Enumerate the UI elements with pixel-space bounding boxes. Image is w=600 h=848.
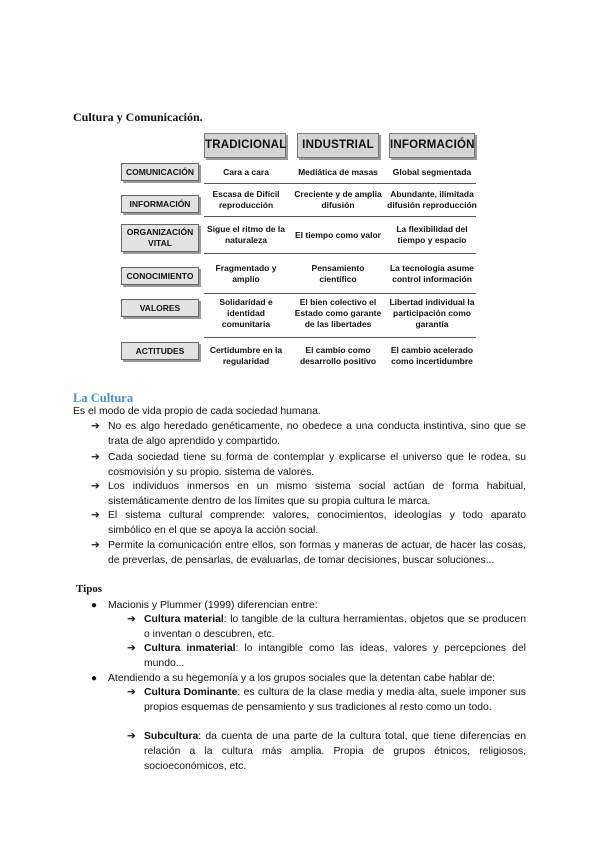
divider (204, 216, 476, 217)
table-cell: El cambio como desarrollo positivo (299, 345, 377, 366)
term-description: : es cultura de la clase media y media alta, suele imponer sus propios esquemas de pensamiento y sus tradiciones al resto como un todo. (144, 687, 526, 713)
header-informacion: INFORMACIÓN (389, 133, 475, 158)
term: Subcultura (144, 731, 199, 742)
tipos-heading: Tipos (76, 583, 103, 595)
list-item: Cada sociedad tiene su forma de contemplar y explicarse el universo que le rodea, su cosmovisión y su propio. sistema de valores. (108, 452, 526, 478)
arrow-icon: ➔ (127, 731, 136, 742)
header-industrial: INDUSTRIAL (297, 133, 379, 158)
term: Cultura material (144, 614, 224, 625)
row-label-organizacion-vital: ORGANIZACIÓN VITAL (121, 224, 199, 252)
term-description: : lo intangible como las ideas, valores y percepciones del mundo... (144, 643, 526, 669)
bullet-item: Macionis y Plummer (1999) diferencian entre: (108, 600, 318, 611)
bullet-icon: ● (91, 600, 98, 611)
section-heading: La Cultura (73, 391, 134, 405)
table-cell: Escasa de Difícil reproducción (212, 189, 280, 210)
arrow-icon: ➔ (91, 540, 100, 551)
term-description: : lo tangible de la cultura herramientas, objetos que se producen o inventan o descubren, etc. (144, 614, 526, 640)
row-label-conocimiento: CONOCIMIENTO (121, 267, 199, 285)
table-cell: El cambio acelerado como incertidumbre (390, 345, 474, 366)
table-cell: Abundante, ilimitada difusión reproducción (387, 189, 477, 210)
arrow-icon: ➔ (127, 687, 136, 698)
sub-item (144, 642, 526, 672)
header-tradicional: TRADICIONAL (204, 133, 286, 158)
divider (204, 337, 476, 338)
list-item: Permite la comunicación entre ellos, son formas y maneras de actuar, de hacer las cosas, de preverlas, de pensarlas, de evaluarlas, de tomar decisiones, buscar soluciones... (108, 540, 526, 566)
arrow-icon: ➔ (91, 481, 100, 492)
table-cell: Pensamiento científico (311, 263, 365, 284)
arrow-icon: ➔ (127, 614, 136, 625)
sub-item (144, 686, 526, 716)
table-cell: Global segmentada (392, 166, 472, 177)
table-cell: Sigue el ritmo de la naturaleza (207, 224, 285, 245)
list-item: No es algo heredado genéticamente, no obedece a una conducta instintiva, sino que se trata de algo aprendido y compartido. (108, 421, 526, 447)
arrow-icon: ➔ (91, 452, 100, 463)
arrow-icon: ➔ (127, 643, 136, 654)
sub-item (144, 730, 526, 774)
divider (204, 183, 476, 184)
bullet-item: Atendiendo a su hegemonía y a los grupos sociales que la detentan cabe hablar de: (108, 673, 496, 684)
divider (204, 293, 476, 294)
table-cell: Solidaridad e identidad comunitaria (219, 296, 273, 329)
comparison-table (118, 131, 482, 375)
arrow-icon: ➔ (91, 421, 100, 432)
table-cell: Creciente y de amplia difusión (294, 189, 382, 210)
table-cell: Fragmentado y amplio (215, 263, 277, 284)
divider (204, 253, 476, 254)
sub-item (144, 613, 526, 643)
section-intro: Es el modo de vida propio de cada sociedad humana. (73, 406, 321, 417)
table-cell: Cara a cara (223, 166, 269, 177)
row-label-actitudes: ACTITUDES (121, 342, 199, 360)
table-cell: El bien colectivo el Estado como garante de las libertades (294, 296, 382, 329)
list-item: El sistema cultural comprende: valores, conocimientos, ideologías y todo aparato simbólico en el que se apoya la acción social. (108, 510, 526, 536)
document-title: Cultura y Comunicación. (73, 110, 203, 124)
table-cell: Mediática de masas (298, 166, 378, 177)
row-label-valores: VALORES (121, 299, 199, 317)
table-cell: Certidumbre en la regularidad (209, 345, 283, 366)
term: Cultura Dominante (144, 687, 238, 698)
row-label-informacion: INFORMACIÓN (121, 195, 199, 213)
row-label-comunicacion: COMUNICACIÓN (121, 163, 199, 181)
table-cell: La flexibilidad del tiempo y espacio (396, 224, 468, 245)
list-item: Los individuos inmersos en un mismo sistema social actúan de forma habitual, sistemáticamente dentro de los límites que su propia cultura le marca. (108, 481, 526, 507)
table-cell: La tecnología asume control información (389, 263, 475, 284)
term: Cultura inmaterial (144, 643, 236, 654)
table-cell: Libertad individual la participación como garantía (389, 296, 475, 329)
arrow-icon: ➔ (91, 510, 100, 521)
table-cell: El tiempo como valor (295, 229, 381, 240)
term-description: : da cuenta de una parte de la cultura total, que tiene diferencias en relación a la cultura más amplia. Propia de grupos étnicos, religiosos, socioeconómicos, etc. (144, 731, 526, 772)
bullet-icon: ● (91, 673, 98, 684)
